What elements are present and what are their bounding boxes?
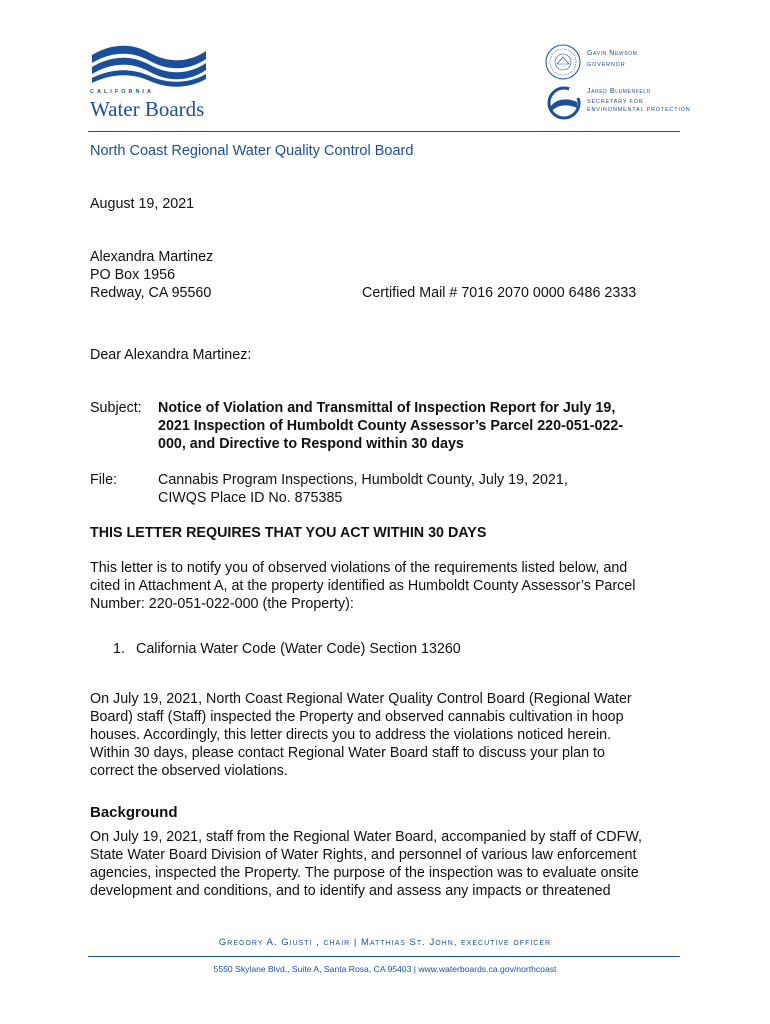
waves-icon [90, 45, 208, 87]
secretary-title-line2: ENVIRONMENTAL PROTECTION [587, 107, 691, 113]
state-seal-icon [545, 44, 581, 80]
water-boards-logo [90, 45, 220, 120]
requirement-notice: THIS LETTER REQUIRES THAT YOU ACT WITHIN 30 DAYS [90, 525, 487, 541]
file-line: CIWQS Place ID No. 875385 [158, 490, 343, 506]
secretary-title-line1: SECRETARY FOR [587, 99, 644, 105]
subject-line: Notice of Violation and Transmittal of Inspection Report for July 19, [158, 400, 616, 416]
letterhead-divider [88, 131, 680, 132]
officials-block [545, 44, 691, 124]
recipient-address-line1: PO Box 1956 [90, 267, 176, 283]
list-item-number: 1. [113, 641, 125, 657]
footer-officers: Gregory A. Giusti , chair | Matthias St. John, executive officer [218, 937, 552, 948]
certified-mail-number: Certified Mail # 7016 2070 0000 6486 2333 [362, 285, 637, 301]
logo-wordmark: Water Boards [90, 97, 205, 121]
intro-line: Number: 220-051-022-000 (the Property): [90, 596, 354, 612]
intro-line: cited in Attachment A, at the property identified as Humboldt County Assessor’s Parcel [90, 578, 636, 594]
letter-date: August 19, 2021 [90, 196, 195, 212]
governor-title: GOVERNOR [587, 62, 626, 68]
file-label: File: [90, 472, 118, 488]
recipient-address-line2: Redway, CA 95560 [90, 285, 212, 301]
subject-label: Subject: [90, 400, 142, 416]
recipient-name: Alexandra Martinez [90, 249, 214, 265]
footer-divider [88, 956, 680, 957]
logo-state-text: CALIFORNIA [90, 89, 154, 95]
board-title: North Coast Regional Water Quality Control Board [90, 143, 414, 159]
paragraph-line: houses. Accordingly, this letter directs you to address the violations noticed herein. [90, 727, 612, 743]
paragraph-line: correct the observed violations. [90, 763, 288, 779]
governor-name: Gavin Newsom [587, 50, 638, 57]
footer-address: 5550 Skylane Blvd., Suite A, Santa Rosa, CA 95403 | www.waterboards.ca.gov/northcoast [213, 964, 557, 974]
salutation: Dear Alexandra Martinez: [90, 347, 252, 363]
background-line: development and conditions, and to identify and assess any impacts or threatened [90, 883, 611, 899]
background-line: State Water Board Division of Water Rights, and personnel of various law enforcement [90, 847, 637, 863]
intro-line: This letter is to notify you of observed violations of the requirements listed below, and [90, 560, 628, 576]
list-item-text: California Water Code (Water Code) Section 13260 [136, 641, 461, 657]
paragraph-line: Within 30 days, please contact Regional Water Board staff to discuss your plan to [90, 745, 605, 761]
paragraph-line: Board) staff (Staff) inspected the Property and observed cannabis cultivation in hoop [90, 709, 624, 725]
background-line: On July 19, 2021, staff from the Regional Water Board, accompanied by staff of CDFW, [90, 829, 643, 845]
calepa-logo-icon [547, 86, 581, 120]
secretary-name: Jared Blumenfeld [587, 88, 651, 95]
subject-line: 000, and Directive to Respond within 30 days [158, 436, 464, 452]
subject-line: 2021 Inspection of Humboldt County Assessor’s Parcel 220-051-022- [158, 418, 624, 434]
background-line: agencies, inspected the Property. The purpose of the inspection was to evaluate onsite [90, 865, 639, 881]
paragraph-line: On July 19, 2021, North Coast Regional Water Quality Control Board (Regional Water [90, 691, 632, 707]
file-line: Cannabis Program Inspections, Humboldt County, July 19, 2021, [158, 472, 568, 488]
background-heading: Background [90, 804, 178, 821]
